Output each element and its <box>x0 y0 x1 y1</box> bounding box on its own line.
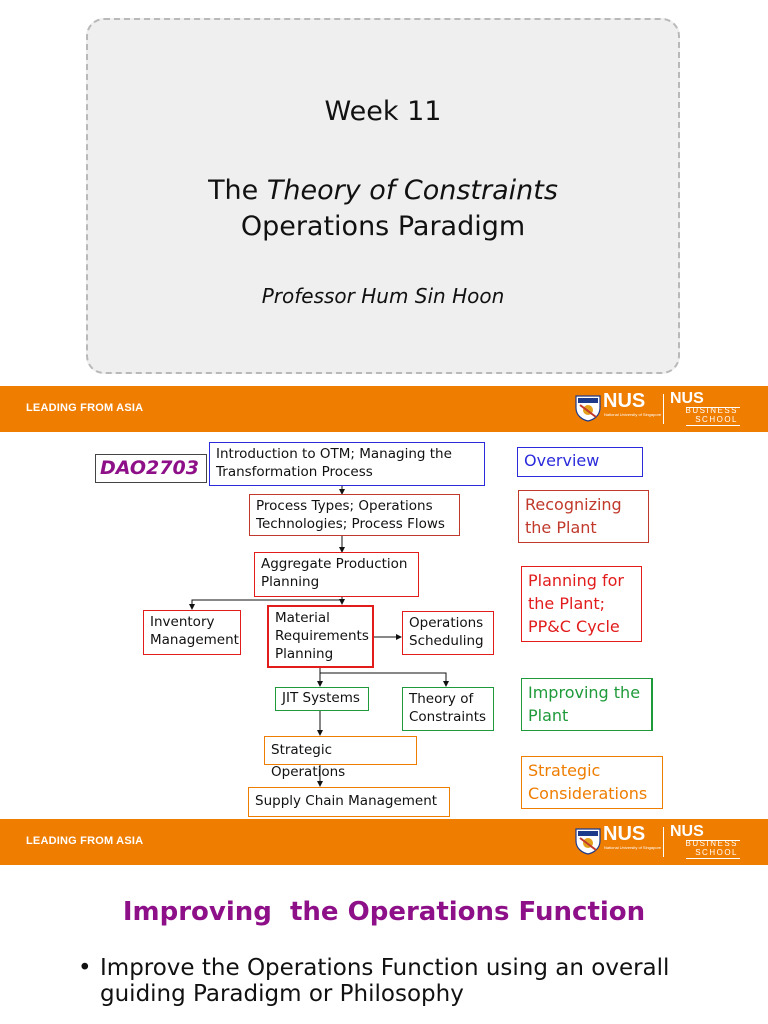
business-school-nus-2: NUS <box>670 823 704 840</box>
box-mrp: Material Requirements Planning <box>267 605 374 668</box>
label-improving-the-plant: Improving the Plant <box>521 678 653 731</box>
box-jit-systems: JIT Systems <box>275 687 369 711</box>
nus-crest-icon <box>575 827 601 855</box>
orange-banner-bottom <box>0 819 768 865</box>
business-school-nus: NUS <box>670 390 704 407</box>
box-theory-of-constraints: Theory of Constraints <box>402 687 494 731</box>
nus-logo-small: National University of Singapore <box>604 412 662 417</box>
slide-subtitle: Operations Paradigm <box>240 211 526 242</box>
box-aggregate-planning: Aggregate Production Planning <box>254 552 419 597</box>
bullet-dot-icon: • <box>78 955 92 981</box>
week-label: Week 11 <box>324 96 442 127</box>
school-label: SCHOOL <box>695 415 738 424</box>
logo-divider-2 <box>663 827 664 857</box>
nus-logo-text: NUS <box>603 390 646 412</box>
box-intro-otm: Introduction to OTM; Managing the Transformation Process <box>209 442 485 486</box>
arrow-mrp-to-toc <box>320 668 446 686</box>
business-label: BUSINESS <box>685 406 738 415</box>
title-italic: Theory of Constraints <box>266 175 558 206</box>
banner-tagline: LEADING FROM ASIA <box>26 402 144 414</box>
box-inventory-management: Inventory Management <box>143 610 241 655</box>
title-prefix: The <box>208 175 259 206</box>
business-school-label-2 <box>682 839 738 857</box>
course-code-box: DAO2703 <box>95 454 207 483</box>
slide3-title: Improving the Operations Function <box>122 897 646 927</box>
label-planning-for-the-plant: Planning for the Plant; PP&C Cycle <box>521 566 642 642</box>
business-label-2: BUSINESS <box>685 839 738 848</box>
nus-logo-small-2: National University of Singapore <box>604 845 662 850</box>
box-supply-chain-management: Supply Chain Management <box>248 787 450 817</box>
label-recognizing-the-plant: Recognizing the Plant <box>518 490 649 543</box>
box-process-types: Process Types; Operations Technologies; Process Flows <box>249 494 460 536</box>
banner-tagline-2: LEADING FROM ASIA <box>26 835 144 847</box>
bullet-text: Improve the Operations Function using an overall guiding Paradigm or Philosophy <box>100 955 670 1007</box>
box-operations-scheduling: Operations Scheduling <box>402 611 494 655</box>
logo-rule-bottom-2 <box>686 858 740 859</box>
box-strategic-operations: Strategic Operations <box>264 736 417 765</box>
professor-name: Professor Hum Sin Hoon <box>261 284 505 308</box>
label-strategic-considerations: Strategic Considerations <box>521 756 663 809</box>
label-overview: Overview <box>517 447 643 477</box>
nus-logo-text-2: NUS <box>603 823 646 845</box>
school-label-2: SCHOOL <box>695 848 738 857</box>
